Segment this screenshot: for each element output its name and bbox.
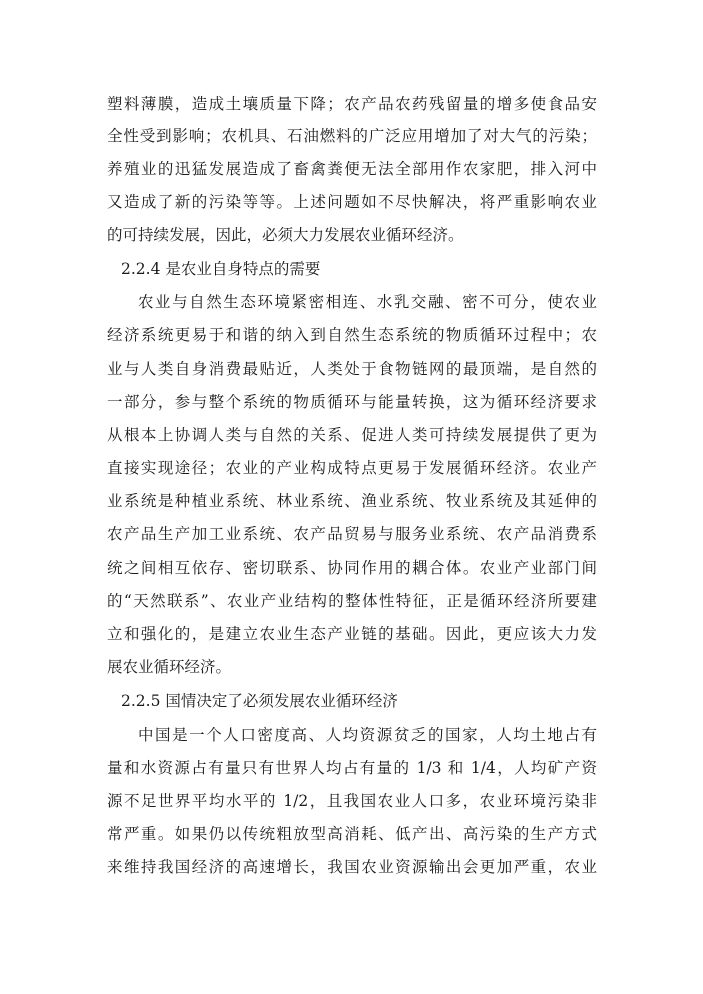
paragraph-2-line: 直接实现途径；农业的产业构成特点更易于发展循环经济。农业产 [107, 459, 597, 477]
paragraph-3-line: 中国是一个人口密度高、人均资源贫乏的国家，人均土地占有 [138, 726, 597, 744]
section-heading-2-2-5: 2.2.5 国情决定了必须发展农业循环经济 [121, 692, 398, 710]
paragraph-2-line: 农产品生产加工业系统、农产品贸易与服务业系统、农产品消费系 [107, 525, 597, 543]
section-heading-2-2-4: 2.2.4 是农业自身特点的需要 [121, 260, 321, 278]
paragraph-2-line: 经济系统更易于和谐的纳入到自然生态系统的物质循环过程中；农 [107, 326, 597, 344]
paragraph-1-line: 的可持续发展，因此，必须大力发展农业循环经济。 [107, 226, 464, 244]
paragraph-3-line: 常严重。如果仍以传统粗放型高消耗、低产出、高污染的生产方式 [107, 825, 597, 843]
paragraph-3-line: 量和水资源占有量只有世界人均占有量的 1/3 和 1/4，人均矿产资 [107, 759, 597, 777]
paragraph-1-line: 全性受到影响；农机具、石油燃料的广泛应用增加了对大气的污染； [107, 127, 597, 145]
paragraph-3-line: 源不足世界平均水平的 1/2，且我国农业人口多，农业环境污染非 [107, 792, 597, 810]
paragraph-2-line: 展农业循环经济。 [107, 658, 232, 676]
paragraph-3-line: 来维持我国经济的高速增长，我国农业资源输出会更加严重，农业 [107, 858, 597, 876]
paragraph-2-line: 业系统是种植业系统、林业系统、渔业系统、牧业系统及其延伸的 [107, 492, 597, 510]
paragraph-2-line: 农业与自然生态环境紧密相连、水乳交融、密不可分，使农业 [138, 293, 597, 311]
paragraph-1-line: 塑料薄膜，造成土壤质量下降；农产品农药残留量的增多使食品安 [107, 95, 597, 113]
paragraph-2-line: 的“天然联系”、农业产业结构的整体性特征，正是循环经济所要建 [107, 592, 597, 610]
paragraph-2-line: 从根本上协调人类与自然的关系、促进人类可持续发展提供了更为 [107, 426, 597, 444]
paragraph-2-line: 立和强化的，是建立农业生态产业链的基础。因此，更应该大力发 [107, 625, 597, 643]
paragraph-2-line: 一部分，参与整个系统的物质循环与能量转换，这为循环经济要求 [107, 393, 597, 411]
paragraph-2-line: 业与人类自身消费最贴近，人类处于食物链网的最顶端，是自然的 [107, 360, 597, 378]
paragraph-1-line: 养殖业的迅猛发展造成了畜禽粪便无法全部用作农家肥，排入河中 [107, 160, 597, 178]
paragraph-2-line: 统之间相互依存、密切联系、协同作用的耦合体。农业产业部门间 [107, 559, 597, 577]
paragraph-1-line: 又造成了新的污染等等。上述问题如不尽快解决，将严重影响农业 [107, 193, 597, 211]
